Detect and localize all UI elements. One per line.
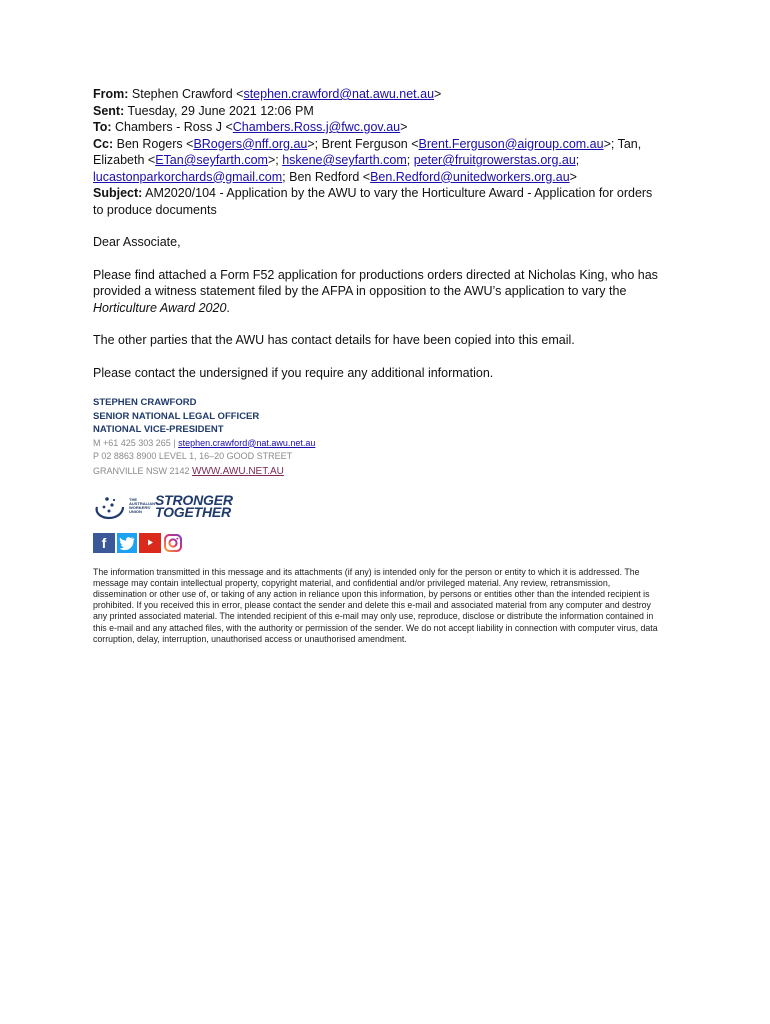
email-content <box>93 86 663 645</box>
disclaimer: The information transmitted in this message and its attachments (if any) is intended only for the person or entity to which it is addressed. The message may contain intellectual property, copyright material, and confidential and/or privileged material. Any review, retransmission, dissemination or other use of, or taking of any action in reliance upon this information, by persons or entities other than the intended recipient is prohibited. If you received this in error, please contact the sender and delete this e-mail and associated material from any computer and destroy any printed associated material. The intended recipient of this e-mail may only use, reproduce, disclose or distribute the information contained in this e-mail and any attached files, with the authority or permission of the sender. We do not accept liability in connection with computer virus, data corruption, delay, interruption, unauthorised access or unauthorised amendment. <box>93 566 658 644</box>
sent-label: Sent: <box>93 103 125 118</box>
from-close: > <box>434 87 442 101</box>
email-header <box>93 86 663 218</box>
cc-text: ; Ben Redford < <box>282 169 371 184</box>
email-signature <box>93 396 663 479</box>
slogan-line: STRONGER <box>155 491 233 508</box>
from-line <box>93 86 663 103</box>
cc-email-link[interactable]: Brent.Ferguson@aigroup.com.au <box>418 136 604 151</box>
cc-email-link[interactable]: Ben.Redford@unitedworkers.org.au <box>370 169 570 184</box>
cc-line <box>93 136 663 186</box>
signature-title: NATIONAL VICE-PRESIDENT <box>93 424 224 435</box>
cc-text: >; <box>267 153 283 167</box>
subject-line <box>93 185 663 218</box>
body-paragraph: Please contact the undersigned if you require any additional information. <box>93 365 494 380</box>
facebook-icon[interactable]: f <box>93 533 115 553</box>
body-paragraph <box>93 267 663 317</box>
from-name: Stephen Crawford < <box>131 87 244 101</box>
cc-email-link[interactable]: peter@fruitgrowerstas.org.au <box>413 153 576 167</box>
cc-text: >; Tan, Elizabeth < <box>93 136 642 167</box>
sent-line <box>93 103 663 120</box>
signature-email-link[interactable]: stephen.crawford@nat.awu.net.au <box>178 437 316 448</box>
website-link[interactable]: WWW.AWU.NET.AU <box>192 465 284 477</box>
from-label: From: <box>93 87 129 101</box>
subject-label: Subject: <box>93 186 143 200</box>
social-links <box>93 533 663 553</box>
cc-text: ; <box>406 153 414 167</box>
instagram-icon[interactable] <box>163 533 183 553</box>
signature-mobile: M +61 425 303 265 | <box>93 437 179 448</box>
paragraph-text: Please find attached a Form F52 application for productions orders directed at Nicholas King, who has provided a witness statement filed by the AFPA in opposition to the AWU’s application to vary the <box>93 267 658 298</box>
cc-text: > <box>569 169 577 184</box>
to-label: To: <box>93 120 112 134</box>
signature-phone-address: P 02 8863 8900 LEVEL 1, 16–20 GOOD STREET <box>93 450 293 461</box>
cc-email-link[interactable]: ETan@seyfarth.com <box>155 153 268 167</box>
awu-logo-text: THE AUSTRALIAN WORKERS' UNION <box>129 496 155 514</box>
signature-name: STEPHEN CRAWFORD <box>93 397 197 408</box>
signature-suburb-line <box>93 464 663 479</box>
cc-email-link[interactable]: lucastonparkorchards@gmail.com <box>93 169 283 184</box>
slogan <box>155 491 233 520</box>
paragraph-text: . <box>226 300 230 315</box>
twitter-icon[interactable] <box>117 533 137 553</box>
body-paragraph: The other parties that the AWU has contact details for have been copied into this email. <box>93 333 575 347</box>
to-name: Chambers - Ross J < <box>115 120 233 134</box>
greeting: Dear Associate, <box>93 235 181 249</box>
cc-text: ; <box>575 153 580 167</box>
cc-text: >; Brent Ferguson < <box>307 136 419 151</box>
cc-email-link[interactable]: hskene@seyfarth.com <box>282 153 407 167</box>
cc-text: Ben Rogers < <box>116 136 194 151</box>
award-title: Horticulture Award 2020 <box>93 300 227 315</box>
awu-logo <box>93 491 663 521</box>
to-close: > <box>400 120 408 134</box>
subject-value: AM2020/104 - Application by the AWU to vary the Horticulture Award - Application for orders to produce documents <box>93 186 653 217</box>
from-email-link[interactable]: stephen.crawford@nat.awu.net.au <box>243 87 435 101</box>
signature-suburb: GRANVILLE NSW 2142 <box>93 465 193 476</box>
cc-email-link[interactable]: BRogers@nff.org.au <box>193 136 308 151</box>
sent-value: Tuesday, 29 June 2021 12:06 PM <box>127 103 314 118</box>
signature-mobile-line <box>93 437 663 449</box>
cc-label: Cc: <box>93 136 114 151</box>
slogan-line: TOGETHER <box>155 503 231 520</box>
youtube-icon[interactable] <box>139 533 161 553</box>
signature-title: SENIOR NATIONAL LEGAL OFFICER <box>93 410 260 422</box>
southern-cross-icon <box>93 491 127 521</box>
to-line <box>93 119 663 136</box>
to-email-link[interactable]: Chambers.Ross.j@fwc.gov.au <box>232 120 401 134</box>
